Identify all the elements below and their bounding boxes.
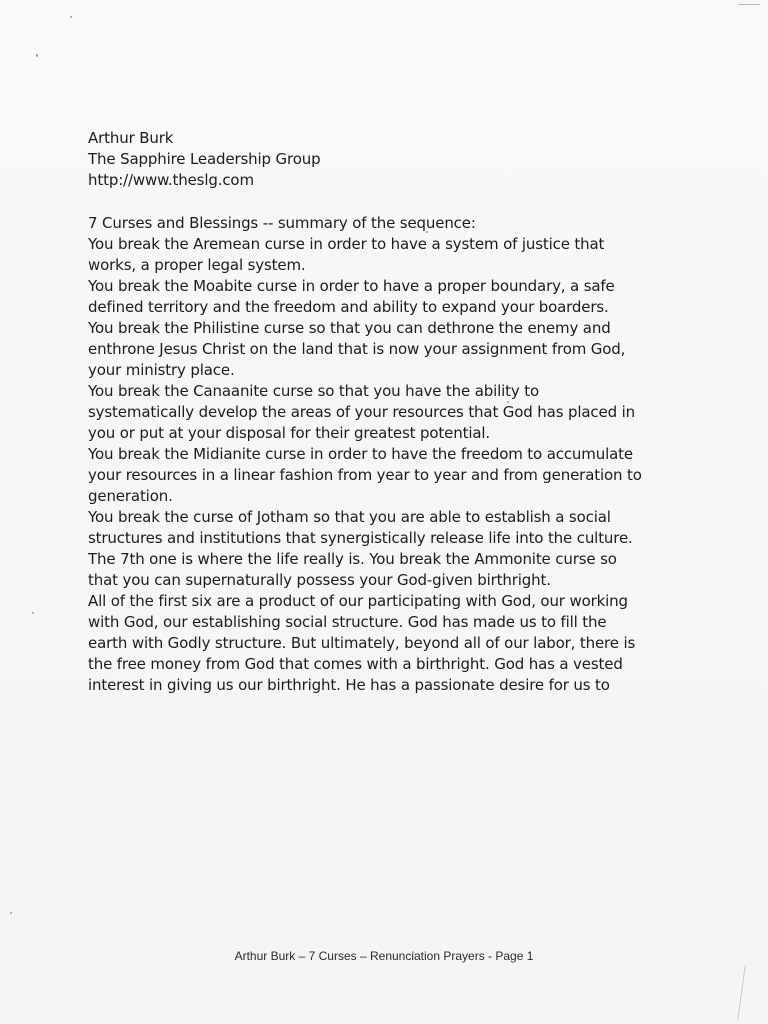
paragraph-line: interest in giving us our birthright. He has a passionate desire for us to [88, 676, 610, 694]
paragraph-philistine [88, 318, 688, 381]
paragraph-line: You break the Midianite curse in order to have the freedom to accumulate [88, 445, 633, 463]
paragraph-line: with God, our establishing social structure. God has made us to fill the [88, 613, 607, 631]
paragraph-line: works, a proper legal system. [88, 256, 306, 274]
paragraph-line: you or put at your disposal for their greatest potential. [88, 424, 491, 442]
scan-edge-mark [738, 4, 760, 5]
paragraph-line: systematically develop the areas of your resources that God has placed in [88, 403, 635, 421]
paragraph-line: defined territory and the freedom and ability to expand your boarders. [88, 298, 609, 316]
website-link[interactable]: http://www.theslg.com [88, 171, 254, 189]
paragraph-line: You break the Moabite curse in order to have a proper boundary, a safe [88, 277, 615, 295]
paragraph-line: You break the Canaanite curse so that you have the ability to [88, 382, 540, 400]
summary-heading: 7 Curses and Blessings -- summary of the sequence: [88, 214, 476, 232]
paragraph-line: structures and institutions that synergistically release life into the culture. [88, 529, 633, 547]
paragraph-line: enthrone Jesus Christ on the land that is now your assignment from God, [88, 340, 626, 358]
author-name: Arthur Burk [88, 129, 174, 147]
paragraph-line: You break the curse of Jotham so that you are able to establish a social [88, 508, 611, 526]
paragraph-jotham [88, 507, 688, 549]
paragraph-line: generation. [88, 487, 173, 505]
paragraph-line: You break the Aremean curse in order to have a system of justice that [88, 235, 605, 253]
paragraph-line: All of the first six are a product of our participating with God, our working [88, 592, 628, 610]
scan-edge-line [737, 965, 746, 1020]
paragraph-midianite [88, 444, 688, 507]
paragraph-canaanite [88, 381, 688, 444]
paragraph-moabite [88, 276, 688, 318]
paragraph-line: your resources in a linear fashion from year to year and from generation to [88, 466, 642, 484]
paragraph-first-six [88, 591, 688, 696]
paragraph-line: earth with Godly structure. But ultimately, beyond all of our labor, there is [88, 634, 636, 652]
organization-name: The Sapphire Leadership Group [88, 150, 321, 168]
paragraph-line: You break the Philistine curse so that you can dethrone the enemy and [88, 319, 611, 337]
paragraph-aramean [88, 234, 688, 276]
paragraph-ammonite [88, 549, 688, 591]
paragraph-line: The 7th one is where the life really is. You break the Ammonite curse so [88, 550, 617, 568]
paragraph-line: that you can supernaturally possess your God-given birthright. [88, 571, 551, 589]
organization-block [88, 149, 688, 191]
page-footer: Arthur Burk – 7 Curses – Renunciation Prayers - Page 1 [234, 949, 534, 963]
letter-body [88, 128, 688, 696]
paragraph-line: your ministry place. [88, 361, 235, 379]
paragraph-line: the free money from God that comes with a birthright. God has a vested [88, 655, 623, 673]
